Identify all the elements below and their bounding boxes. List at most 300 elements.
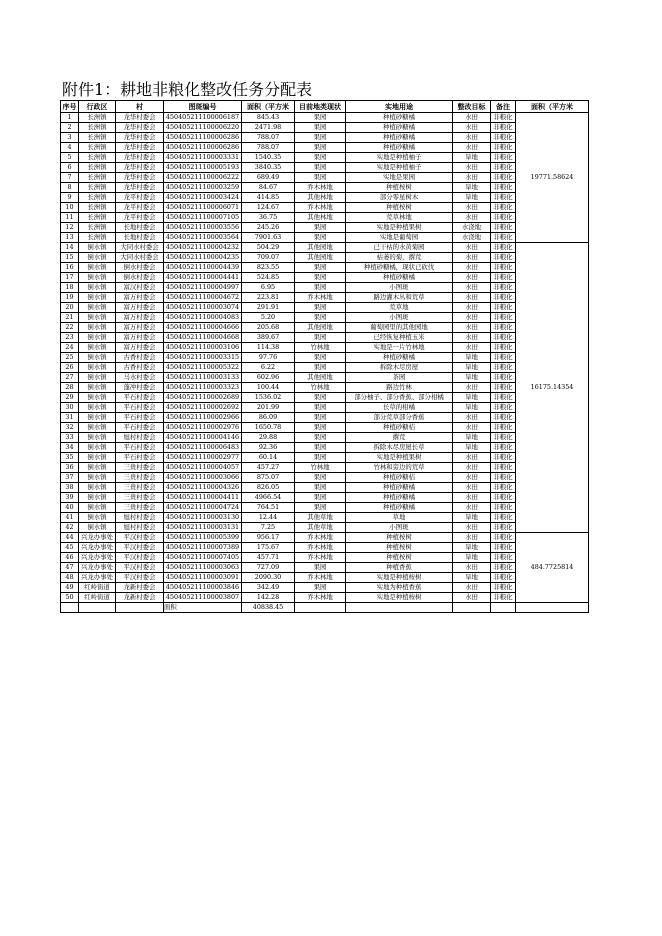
table-cell: 茶园 [346, 373, 453, 383]
table-cell: 42 [61, 523, 79, 533]
table-cell: 龙华村委会 [116, 113, 164, 123]
table-cell: 路边竹林 [346, 383, 453, 393]
table-cell: 7901.63 [242, 233, 295, 243]
table-cell: 非粮化 [491, 463, 516, 473]
table-cell: 水田 [453, 243, 491, 253]
table-cell: 1650.78 [242, 423, 295, 433]
table-cell: 非粮化 [491, 243, 516, 253]
table-cell: 非粮化 [491, 253, 516, 263]
table-cell: 倒水镇 [79, 463, 116, 473]
table-cell: 12.44 [242, 513, 295, 523]
table-cell: 水浇地 [453, 233, 491, 243]
empty-cell [491, 603, 516, 613]
table-row [61, 363, 589, 373]
table-cell: 果园 [295, 143, 346, 153]
table-cell: 非粮化 [491, 353, 516, 363]
total-label: 面积 [164, 603, 242, 613]
table-cell: 果园 [295, 283, 346, 293]
table-cell: 水田 [453, 343, 491, 353]
table-row [61, 243, 589, 253]
table-cell: 拆除木尽房屋 [346, 363, 453, 373]
table-cell: 旱地 [453, 193, 491, 203]
table-cell: 果园 [295, 423, 346, 433]
table-cell: 非粮化 [491, 553, 516, 563]
header-cell: 面积（平方米 [516, 101, 589, 113]
table-cell: 果园 [295, 313, 346, 323]
table-cell: 水田 [453, 283, 491, 293]
empty-cell [516, 603, 589, 613]
table-cell: 龙华村委会 [116, 123, 164, 133]
table-cell: 竹林地 [295, 383, 346, 393]
table-cell: 524.85 [242, 273, 295, 283]
table-cell: 875.07 [242, 473, 295, 483]
table-cell: 龙平村委会 [116, 203, 164, 213]
table-cell: 非粮化 [491, 313, 516, 323]
table-cell: 非粮化 [491, 343, 516, 353]
table-cell: 34 [61, 443, 79, 453]
table-cell: 旱地 [453, 363, 491, 373]
table-cell: 长洲镇 [79, 133, 116, 143]
table-row [61, 133, 589, 143]
table-cell: 长洲镇 [79, 143, 116, 153]
table-row [61, 193, 589, 203]
table-cell: 实地是种植果树 [346, 453, 453, 463]
table-cell: 823.55 [242, 263, 295, 273]
table-cell: 旭村村委会 [116, 523, 164, 533]
table-cell: 路边灌木丛和荒草 [346, 293, 453, 303]
table-cell: 旱地 [453, 553, 491, 563]
table-cell: 6 [61, 163, 79, 173]
table-cell: 450405211100004235 [164, 253, 242, 263]
table-row [61, 123, 589, 133]
table-cell: 果园 [295, 493, 346, 503]
table-cell: 部分零星树木 [346, 193, 453, 203]
table-cell: 9 [61, 193, 79, 203]
table-cell: 果园 [295, 363, 346, 373]
table-cell: 实地是葡萄园 [346, 233, 453, 243]
table-cell: 种植砂糖橘 [346, 113, 453, 123]
table-cell: 450405211100004146 [164, 433, 242, 443]
table-cell: 其他草地 [295, 523, 346, 533]
table-cell: 果园 [295, 223, 346, 233]
table-cell: 450405211100002977 [164, 453, 242, 463]
table-cell: 果园 [295, 393, 346, 403]
table-cell: 龙华村委会 [116, 153, 164, 163]
table-cell: 古香村委会 [116, 363, 164, 373]
table-cell: 种植砂糖桔 [346, 423, 453, 433]
table-cell: 竹林地 [295, 463, 346, 473]
table-cell: 10 [61, 203, 79, 213]
table-cell: 8 [61, 183, 79, 193]
table-cell: 实地是种植果树 [346, 223, 453, 233]
table-cell: 709.07 [242, 253, 295, 263]
table-cell: 非粮化 [491, 403, 516, 413]
table-cell: 非粮化 [491, 143, 516, 153]
table-row [61, 503, 589, 513]
table-row [61, 213, 589, 223]
table-cell: 水田 [453, 253, 491, 263]
table-cell: 葡萄园里的其他园地 [346, 323, 453, 333]
table-cell: 水田 [453, 123, 491, 133]
table-cell: 788.07 [242, 133, 295, 143]
table-cell: 倒水镇 [79, 273, 116, 283]
table-cell: 47 [61, 563, 79, 573]
table-cell: 旱地 [453, 543, 491, 553]
table-cell: 兴龙办事处 [79, 543, 116, 553]
table-cell: 种植桉树 [346, 533, 453, 543]
table-cell: 富万村委会 [116, 293, 164, 303]
table-cell: 450405211100004666 [164, 323, 242, 333]
table-cell: 倒水镇 [79, 433, 116, 443]
table-cell: 长洲镇 [79, 213, 116, 223]
table-cell: 倒水镇 [79, 283, 116, 293]
table-cell: 450405211100004724 [164, 503, 242, 513]
table-row [61, 173, 589, 183]
table-cell: 21 [61, 313, 79, 323]
table-cell: 1 [61, 113, 79, 123]
table-cell: 倒水镇 [79, 263, 116, 273]
table-cell: 其他园地 [295, 323, 346, 333]
table-cell: 水田 [453, 143, 491, 153]
table-cell: 50 [61, 593, 79, 603]
table-cell: 5 [61, 153, 79, 163]
table-cell: 平石村委会 [116, 443, 164, 453]
table-cell: 23 [61, 333, 79, 343]
table-cell: 3840.35 [242, 163, 295, 173]
table-cell: 种植砂糖橘 [346, 493, 453, 503]
table-cell: 倒水镇 [79, 333, 116, 343]
table-cell: 三贵村委会 [116, 483, 164, 493]
table-cell: 平汉村委会 [116, 573, 164, 583]
table-cell: 450405211100006071 [164, 203, 242, 213]
table-cell: 富万村委会 [116, 313, 164, 323]
table-cell: 35 [61, 453, 79, 463]
table-cell: 457.71 [242, 553, 295, 563]
table-cell: 450405211100004439 [164, 263, 242, 273]
table-cell: 倒水镇 [79, 253, 116, 263]
table-row [61, 223, 589, 233]
table-cell: 旱地 [453, 403, 491, 413]
table-cell: 非粮化 [491, 393, 516, 403]
table-row [61, 263, 589, 273]
table-cell: 450405211100005193 [164, 163, 242, 173]
table-cell: 倒水镇 [79, 403, 116, 413]
table-cell: 124.67 [242, 203, 295, 213]
table-cell: 450405211100004057 [164, 463, 242, 473]
table-cell: 部分柚子、部分香蕉、部分柑橘 [346, 393, 453, 403]
table-cell: 1540.35 [242, 153, 295, 163]
table-cell: 果园 [295, 303, 346, 313]
table-cell: 旱地 [453, 513, 491, 523]
table-cell: 种植桉树 [346, 203, 453, 213]
table-cell: 三贵村委会 [116, 503, 164, 513]
table-cell: 果园 [295, 563, 346, 573]
table-cell: 长洲镇 [79, 203, 116, 213]
table-cell: 457.27 [242, 463, 295, 473]
table-cell: 果园 [295, 333, 346, 343]
table-cell: 平石村委会 [116, 423, 164, 433]
table-cell: 245.26 [242, 223, 295, 233]
table-cell: 非粮化 [491, 263, 516, 273]
table-cell: 450405211100003323 [164, 383, 242, 393]
header-cell: 行政区 [79, 101, 116, 113]
table-cell: 450405211100003106 [164, 343, 242, 353]
table-cell: 非粮化 [491, 583, 516, 593]
table-cell: 非粮化 [491, 193, 516, 203]
table-cell: 205.68 [242, 323, 295, 333]
table-row [61, 343, 589, 353]
table-cell: 旱地 [453, 393, 491, 403]
table-cell: 450405211100003091 [164, 573, 242, 583]
table-cell: 450405211100007405 [164, 553, 242, 563]
table-row [61, 403, 589, 413]
table-cell: 非粮化 [491, 483, 516, 493]
empty-cell [295, 603, 346, 613]
table-cell: 非粮化 [491, 563, 516, 573]
empty-cell [346, 603, 453, 613]
table-cell: 实地是种植桉树 [346, 573, 453, 583]
table-cell: 乔木林地 [295, 293, 346, 303]
table-cell: 撂荒 [346, 433, 453, 443]
table-cell: 450405211100006483 [164, 443, 242, 453]
table-cell: 450405211100003063 [164, 563, 242, 573]
table-row [61, 163, 589, 173]
table-cell: 450405211100004441 [164, 273, 242, 283]
table-cell: 长洲镇 [79, 233, 116, 243]
table-cell: 450405211100006286 [164, 143, 242, 153]
table-cell: 竹林和旁边的荒草 [346, 463, 453, 473]
table-cell: 乔木林地 [295, 533, 346, 543]
table-cell: 504.29 [242, 243, 295, 253]
table-row [61, 153, 589, 163]
table-cell: 兴龙办事处 [79, 573, 116, 583]
table-cell: 长洲镇 [79, 223, 116, 233]
table-cell: 草地 [346, 513, 453, 523]
table-cell: 414.85 [242, 193, 295, 203]
table-cell: 19 [61, 293, 79, 303]
table-cell: 非粮化 [491, 543, 516, 553]
table-cell: 其他草地 [295, 513, 346, 523]
table-cell: 倒水镇 [79, 243, 116, 253]
table-cell: 种植香蕉 [346, 563, 453, 573]
table-cell: 60.14 [242, 453, 295, 463]
table-cell: 41 [61, 513, 79, 523]
table-cell: 450405211100003130 [164, 513, 242, 523]
table-cell: 水田 [453, 383, 491, 393]
table-cell: 倒水镇 [79, 353, 116, 363]
table-cell: 水田 [453, 503, 491, 513]
table-row [61, 493, 589, 503]
table-cell: 450405211100006187 [164, 113, 242, 123]
header-cell: 村 [116, 101, 164, 113]
table-cell: 富万村委会 [116, 343, 164, 353]
table-cell: 乔木林地 [295, 553, 346, 563]
table-cell: 291.91 [242, 303, 295, 313]
table-cell: 大同水村委会 [116, 253, 164, 263]
table-cell: 450405211100003556 [164, 223, 242, 233]
table-cell: 450405211100006222 [164, 173, 242, 183]
table-cell: 红岭街道 [79, 583, 116, 593]
table-row [61, 323, 589, 333]
table-cell: 非粮化 [491, 373, 516, 383]
table-row [61, 333, 589, 343]
table-cell: 倒水镇 [79, 493, 116, 503]
table-cell: 水田 [453, 593, 491, 603]
table-cell: 拆除木尽房屋长草 [346, 443, 453, 453]
table-cell: 倒水镇 [79, 323, 116, 333]
table-cell: 非粮化 [491, 153, 516, 163]
table-cell: 旱地 [453, 443, 491, 453]
table-cell: 果园 [295, 473, 346, 483]
table-row [61, 273, 589, 283]
table-cell: 种植砂糖橘 [346, 123, 453, 133]
table-cell: 非粮化 [491, 213, 516, 223]
table-row [61, 593, 589, 603]
table-cell: 水田 [453, 113, 491, 123]
table-cell: 荒草林地 [346, 213, 453, 223]
table-cell: 450405211100003846 [164, 583, 242, 593]
table-cell: 平汉村委会 [116, 563, 164, 573]
table-cell: 平汉村委会 [116, 543, 164, 553]
table-cell: 倒水镇 [79, 363, 116, 373]
table-cell: 非粮化 [491, 593, 516, 603]
table-cell: 6.95 [242, 283, 295, 293]
table-cell: 非粮化 [491, 323, 516, 333]
table-cell: 乔木林地 [295, 573, 346, 583]
table-cell: 其他林地 [295, 213, 346, 223]
table-cell: 倒水镇 [79, 453, 116, 463]
table-cell: 水田 [453, 173, 491, 183]
table-cell: 2090.30 [242, 573, 295, 583]
table-cell: 450405211100006286 [164, 133, 242, 143]
table-cell: 1536.02 [242, 393, 295, 403]
table-cell: 种植砂糖橘 [346, 503, 453, 513]
table-row [61, 443, 589, 453]
table-cell: 倒水镇 [79, 303, 116, 313]
table-cell: 其他林地 [295, 193, 346, 203]
table-cell: 其他园地 [295, 373, 346, 383]
table-cell: 果园 [295, 503, 346, 513]
table-cell: 倒水村委会 [116, 273, 164, 283]
table-cell: 实地是一片竹林地 [346, 343, 453, 353]
table-cell: 114.38 [242, 343, 295, 353]
table-row [61, 303, 589, 313]
table-cell: 非粮化 [491, 293, 516, 303]
table-cell: 4966.54 [242, 493, 295, 503]
table-cell: 非粮化 [491, 473, 516, 483]
table-cell: 非粮化 [491, 523, 516, 533]
table-cell: 17 [61, 273, 79, 283]
table-cell: 小图斑 [346, 313, 453, 323]
header-cell: 整改目标 [453, 101, 491, 113]
group-area-cell: 19771.58624 [516, 113, 589, 243]
table-row [61, 553, 589, 563]
table-cell: 450405211100003259 [164, 183, 242, 193]
table-cell: 6.22 [242, 363, 295, 373]
table-cell: 平石村委会 [116, 403, 164, 413]
table-cell: 水田 [453, 293, 491, 303]
empty-cell [61, 603, 79, 613]
table-cell: 水田 [453, 523, 491, 533]
table-cell: 其他园地 [295, 253, 346, 263]
table-cell: 种植砂糖桔 [346, 473, 453, 483]
table-cell: 48 [61, 573, 79, 583]
table-cell: 788.07 [242, 143, 295, 153]
table-cell: 长地村委会 [116, 223, 164, 233]
table-cell: 602.96 [242, 373, 295, 383]
table-cell: 3 [61, 133, 79, 143]
table-cell: 450405211100004997 [164, 283, 242, 293]
table-cell: 长洲镇 [79, 123, 116, 133]
table-cell: 已干枯的水黄菊园 [346, 243, 453, 253]
table-cell: 长洲镇 [79, 173, 116, 183]
table-cell: 450405211100003131 [164, 523, 242, 533]
table-cell: 水田 [453, 453, 491, 463]
table-cell: 223.81 [242, 293, 295, 303]
table-cell: 非粮化 [491, 333, 516, 343]
table-cell: 100.44 [242, 383, 295, 393]
table-cell: 旭村村委会 [116, 433, 164, 443]
table-cell: 非粮化 [491, 513, 516, 523]
table-cell: 36 [61, 463, 79, 473]
table-cell: 201.99 [242, 403, 295, 413]
table-cell: 旱地 [453, 573, 491, 583]
table-cell: 马水村委会 [116, 373, 164, 383]
table-cell: 16 [61, 263, 79, 273]
table-cell: 平石村委会 [116, 413, 164, 423]
table-cell: 实地为种植香蕉 [346, 583, 453, 593]
table-cell: 水田 [453, 533, 491, 543]
header-row [61, 101, 589, 113]
table-cell: 种植砂糖橘 [346, 143, 453, 153]
table-cell: 平石村委会 [116, 393, 164, 403]
table-cell: 实地是种植柚子 [346, 163, 453, 173]
table-cell: 水田 [453, 273, 491, 283]
table-cell: 32 [61, 423, 79, 433]
table-cell: 450405211100005399 [164, 533, 242, 543]
table-cell: 龙平村委会 [116, 213, 164, 223]
table-cell: 11 [61, 213, 79, 223]
task-allocation-table [60, 100, 589, 613]
table-cell: 非粮化 [491, 273, 516, 283]
table-cell: 长洲镇 [79, 193, 116, 203]
table-cell: 450405211100003564 [164, 233, 242, 243]
table-row [61, 543, 589, 553]
table-cell: 非粮化 [491, 363, 516, 373]
table-cell: 倒水镇 [79, 293, 116, 303]
table-cell: 84.67 [242, 183, 295, 193]
table-cell: 2471.98 [242, 123, 295, 133]
table-cell: 826.05 [242, 483, 295, 493]
table-cell: 龙华村委会 [116, 183, 164, 193]
table-cell: 乔木林地 [295, 593, 346, 603]
table-cell: 龙华村委会 [116, 173, 164, 183]
table-cell: 非粮化 [491, 413, 516, 423]
table-cell: 种植砂糖橘 [346, 273, 453, 283]
table-cell: 水田 [453, 163, 491, 173]
table-row [61, 183, 589, 193]
table-row [61, 113, 589, 123]
table-cell: 长草的柑橘 [346, 403, 453, 413]
table-cell: 28 [61, 383, 79, 393]
table-row [61, 233, 589, 243]
total-row [61, 603, 589, 613]
table-cell: 450405211100003315 [164, 353, 242, 363]
table-cell: 非粮化 [491, 423, 516, 433]
table-cell: 倒水镇 [79, 483, 116, 493]
table-cell: 450405211100002966 [164, 413, 242, 423]
table-cell: 平石村委会 [116, 453, 164, 463]
